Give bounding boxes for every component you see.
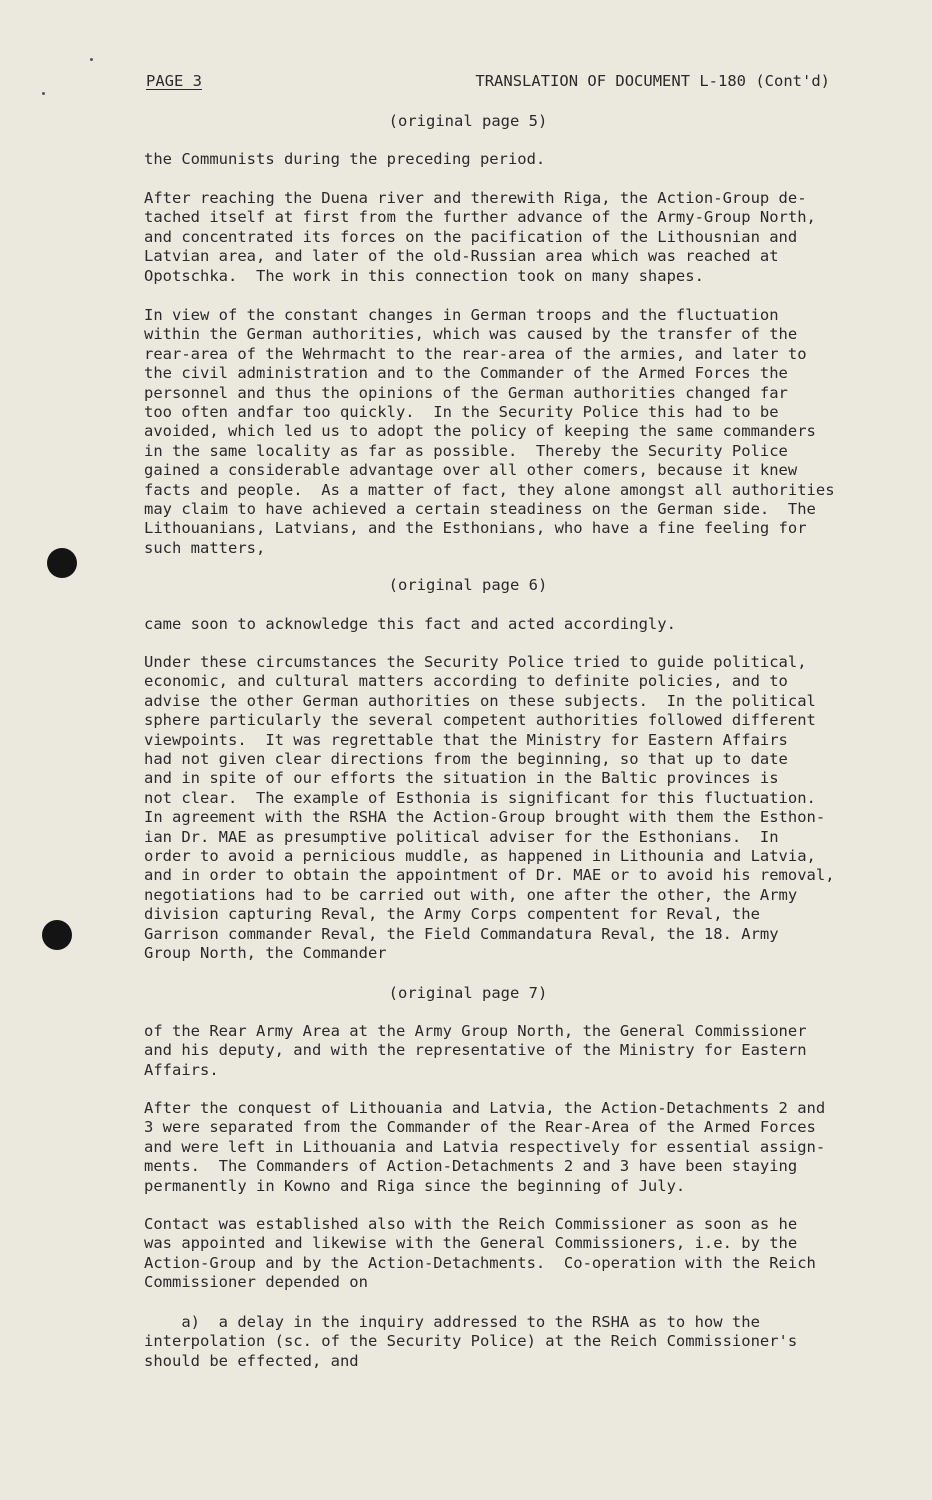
punch-hole-top (47, 548, 77, 578)
paragraph-8: Contact was established also with the Reich Commissioner as soon as he was appointed and likewise with the General Commissioners, i.e. by the Action-Group and by the Action-Detachments. Co-operation with the Reich Commissioner depended on (144, 1215, 816, 1292)
page-number-label: PAGE 3 (146, 72, 202, 90)
paragraph-6: of the Rear Army Area at the Army Group North, the General Commissioner and his deputy, and with the representative of the Ministry for Eastern Affairs. (144, 1022, 807, 1079)
paragraph-4: came soon to acknowledge this fact and acted accordingly. (144, 615, 676, 633)
paragraph-5: Under these circumstances the Security Police tried to guide political, economic, and cultural matters according to definite policies, and to advise the other German authorities on these subjects. In the political sphere particularly the several competent authorities followed different viewpoints. It was regrettable that the Ministry for Eastern Affairs had not given clear directions from the beginning, so that up to date and in spite of our efforts the situation in the Baltic provinces is not clear. The example of Esthonia is significant for this fluctuation. In agreement with the RSHA the Action-Group brought with them the Esthon- ian Dr. MAE as presumptive political adviser for the Esthonians. In order to avoid a pernicious muddle, as happened in Lithounia and Latvia, and in order to obtain the appointment of Dr. MAE or to avoid his removal, negotiations had to be carried out with, one after the other, the Army division capturing Reval, the Army Corps compentent for Reval, the Garrison commander Reval, the Field Commandatura Reval, the 18. Army Group North, the Commander (144, 653, 835, 963)
original-page-marker: (original page 5) (388, 112, 548, 130)
original-page-marker: (original page 6) (388, 576, 548, 594)
punch-hole-bottom (42, 920, 72, 950)
paragraph-3: In view of the constant changes in German troops and the fluctuation within the German authorities, which was caused by the transfer of the rear-area of the Wehrmacht to the rear-area of the armies, and later to the civil administration and to the Commander of the Armed Forces the personnel and thus the opinions of the German authorities changed far too often andfar too quickly. In the Security Police this had to be avoided, which led us to adopt the policy of keeping the same commanders in the same locality as far as possible. Thereby the Security Police gained a considerable advantage over all other comers, because it knew facts and people. As a matter of fact, they alone amongst all authorities may claim to have achieved a certain steadiness on the German side. The Lithouanians, Latvians, and the Esthonians, who have a fine feeling for such matters, (144, 306, 835, 557)
paragraph-2: After reaching the Duena river and therewith Riga, the Action-Group de- tached itself at first from the further advance of the Army-Group North, and concentrated its forces on the pacification of the Lithousnian and Latvian area, and later of the old-Russian area which was reached at Opotschka. The work in this connection took on many shapes. (144, 189, 816, 285)
paper-speck (90, 58, 93, 61)
paper-speck (42, 92, 45, 95)
paragraph-9: a) a delay in the inquiry addressed to the RSHA as to how the interpolation (sc. of the Security Police) at the Reich Commissioner's should be effected, and (144, 1313, 798, 1370)
document-title: TRANSLATION OF DOCUMENT L-180 (Cont'd) (475, 72, 830, 90)
page-header (146, 72, 830, 96)
original-page-marker: (original page 7) (388, 984, 548, 1002)
paragraph-1: the Communists during the preceding period. (144, 150, 546, 168)
paragraph-7: After the conquest of Lithouania and Latvia, the Action-Detachments 2 and 3 were separated from the Commander of the Rear-Area of the Armed Forces and were left in Lithouania and Latvia respectively for essential assign- ments. The Commanders of Action-Detachments 2 and 3 have been staying permanently in Kowno and Riga since the beginning of July. (144, 1099, 826, 1195)
